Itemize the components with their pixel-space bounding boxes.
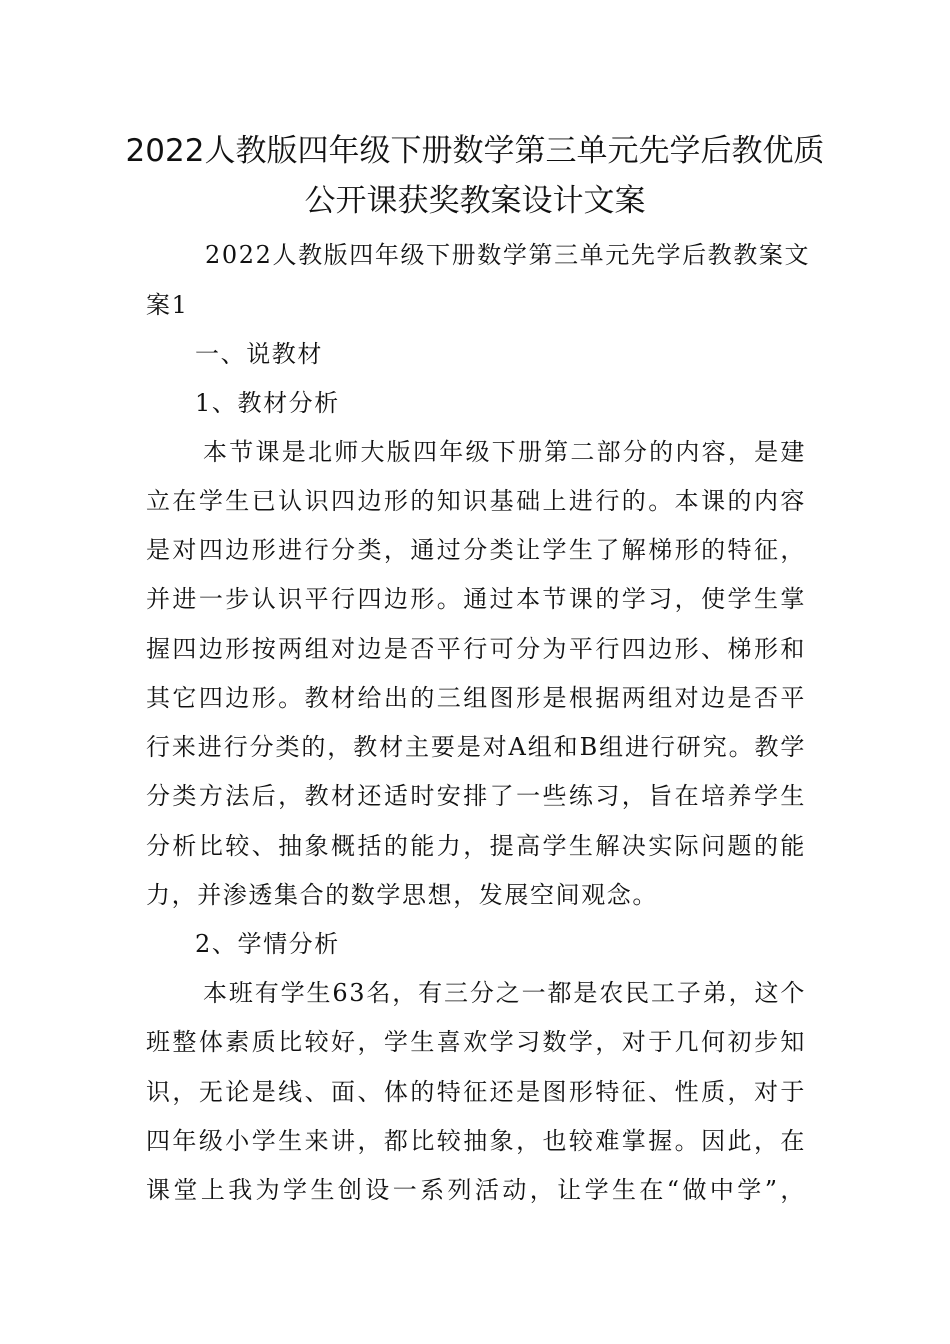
subsection-heading-2: 2、学情分析 bbox=[195, 930, 340, 958]
section-heading-1: 一、说教材 bbox=[195, 340, 323, 368]
subsection-heading-1: 1、教材分析 bbox=[195, 389, 340, 417]
paragraph-line: 本班有学生63名，有三分之一都是农民工子弟，这个 bbox=[203, 979, 806, 1007]
paragraph-line: 行来进行分类的，教材主要是对A组和B组进行研究。教学 bbox=[146, 733, 806, 761]
paragraph-line: 是对四边形进行分类，通过分类让学生了解梯形的特征， bbox=[146, 536, 806, 564]
paragraph-line: 分析比较、抽象概括的能力，提高学生解决实际问题的能 bbox=[146, 832, 806, 860]
paragraph-line: 识，无论是线、面、体的特征还是图形特征、性质，对于 bbox=[146, 1078, 806, 1106]
document-title-line-1: 2022人教版四年级下册数学第三单元先学后教优质 bbox=[125, 133, 825, 169]
document-title-line-2: 公开课获奖教案设计文案 bbox=[304, 183, 646, 219]
paragraph-line: 课堂上我为学生创设一系列活动，让学生在“做中学”， bbox=[146, 1176, 806, 1204]
paragraph-line: 四年级小学生来讲，都比较抽象，也较难掌握。因此，在 bbox=[146, 1127, 806, 1155]
subtitle-line-2: 案1 bbox=[146, 291, 189, 319]
paragraph-line: 分类方法后，教材还适时安排了一些练习，旨在培养学生 bbox=[146, 782, 806, 810]
paragraph-line: 其它四边形。教材给出的三组图形是根据两组对边是否平 bbox=[146, 684, 806, 712]
paragraph-line: 并进一步认识平行四边形。通过本节课的学习，使学生掌 bbox=[146, 585, 806, 613]
paragraph-line: 本节课是北师大版四年级下册第二部分的内容，是建 bbox=[203, 438, 806, 466]
subtitle-line-1: 2022人教版四年级下册数学第三单元先学后教教案文 bbox=[205, 241, 811, 269]
paragraph-line: 班整体素质比较好，学生喜欢学习数学，对于几何初步知 bbox=[146, 1028, 806, 1056]
paragraph-line: 握四边形按两组对边是否平行可分为平行四边形、梯形和 bbox=[146, 635, 806, 663]
paragraph-line: 力，并渗透集合的数学思想，发展空间观念。 bbox=[146, 881, 658, 909]
paragraph-line: 立在学生已认识四边形的知识基础上进行的。本课的内容 bbox=[146, 487, 806, 515]
